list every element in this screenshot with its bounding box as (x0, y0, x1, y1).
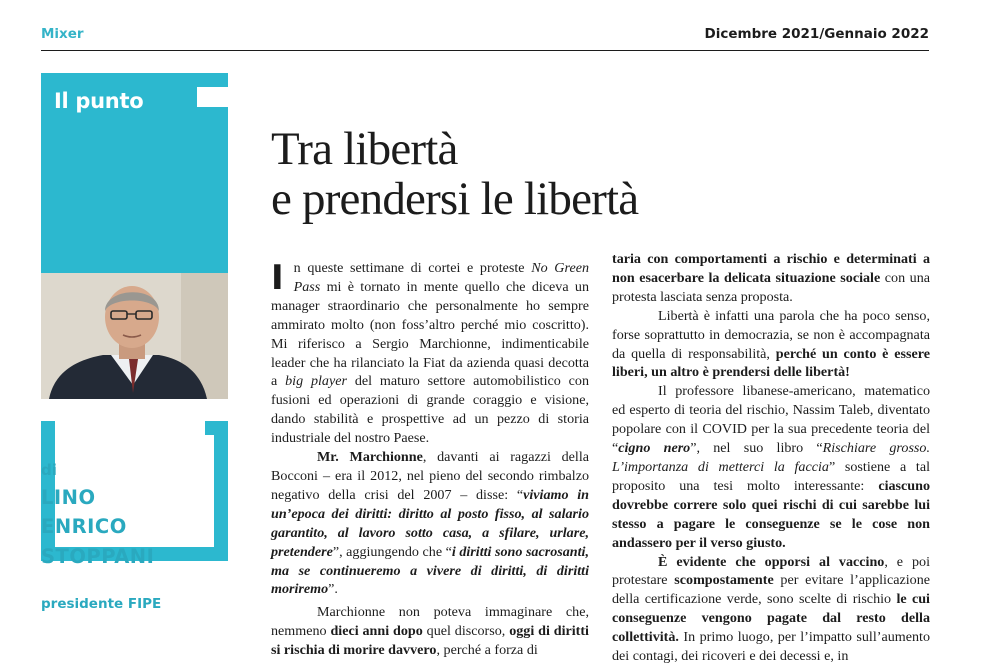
text-run: No Green Pass (293, 260, 590, 295)
author-photo (41, 273, 228, 399)
text-run: ”, aggiungendo che “ (332, 543, 452, 560)
article-column-1 (271, 259, 589, 660)
text-run: ciascuno dovrebbe correre solo quei rischi di cui sarebbe lui stesso a pagare le conseguenze se le cose non andassero per il verso giusto. (612, 477, 930, 551)
title-line-1: Tra libertà (271, 123, 458, 175)
text-run: quel discorso, (422, 623, 510, 640)
text-run: scompostamente (674, 572, 774, 589)
text-run: , e poi protestare (612, 553, 930, 589)
paragraph-6 (612, 382, 930, 552)
article-title (271, 124, 638, 224)
author-first-name: LINO (41, 486, 96, 509)
author-last-name: STOPPANI (41, 545, 155, 568)
text-run: Mr. Marchionne (317, 449, 423, 466)
text-run: È evidente che opporsi al vaccino (658, 553, 885, 570)
author-role: presidente FIPE (41, 596, 162, 612)
text-run: taria con comportamenti a rischio e determinati a non esacerbare la delicata situazione sociale (612, 251, 930, 286)
text-run: con una protesta lasciata senza proposta. (612, 269, 930, 305)
text-run: perché un conto è essere liberi, un altro è prendersi delle libertà! (612, 345, 930, 381)
paragraph-2 (271, 448, 589, 599)
text-run: le cui conseguenze vengono pagate dal resto della collettività. (612, 591, 930, 646)
paragraph-4 (612, 250, 930, 307)
text-run: viviamo in un’epoca dei diritti: diritto al posto fisso, al salario garantito, al lavoro sotto casa, a sfilare, urlare, pretendere (271, 486, 589, 560)
issue-date: Dicembre 2021/Gennaio 2022 (704, 26, 929, 42)
paragraph-1 (271, 259, 589, 448)
text-run: cigno nero (618, 440, 691, 457)
text-run: , perché a forza di (436, 642, 538, 659)
text-run: Il professore libanese-americano, matematico ed esperto di teoria del rischio, Nassim Taleb, diventato popolare con il COVID per la sua precedente teoria del “ (612, 383, 930, 457)
author-portrait-illustration (41, 273, 228, 399)
frame-top-corner (205, 421, 228, 435)
text-run: ”. (328, 581, 338, 598)
header-rule (41, 50, 929, 51)
text-run: oggi di diritti si rischia di morire davvero (271, 623, 589, 659)
article-column-2 (612, 250, 930, 666)
text-run: ” sostiene a tal proposito una tesi molto interessante: (612, 458, 930, 494)
paragraph-5 (612, 307, 930, 383)
text-run: per evitare l’applicazione della certificazione verde, sono scelte di rischio (612, 572, 930, 608)
frame-right-bar (214, 421, 228, 561)
text-run: dieci anni dopo (330, 623, 423, 640)
rubric-notch (197, 87, 232, 107)
author-middle-name: ENRICO (41, 515, 127, 538)
text-run: big player (285, 373, 347, 390)
byline-prefix: di (41, 461, 57, 479)
text-run: , davanti ai ragazzi della Bocconi – era il 2012, nel pieno del secondo rimbalzo negativo della crisi del 2007 – disse: “ (271, 449, 589, 503)
text-run: i diritti sono sacrosanti, ma se continueremo a vivere di diritti, di diritti moriremo (271, 543, 589, 598)
text-run: n queste settimane di cortei e proteste (293, 260, 532, 276)
paragraph-3 (271, 603, 589, 660)
text-run: Rischiare grosso. L’importanza di metterci la faccia (612, 440, 930, 475)
text-run: Marchionne non poteva immaginare che, nemmeno (271, 604, 589, 640)
section-label: Mixer (41, 26, 84, 42)
rubric-title: Il punto (54, 89, 144, 113)
text-run: ”, nel suo libro “ (690, 440, 823, 457)
drop-cap: I (271, 258, 284, 298)
title-line-2: e prendersi le libertà (271, 173, 639, 225)
text-run: In primo luogo, per l’impatto sull’aumento dei contagi, dei ricoveri e dei decessi e, in (612, 629, 930, 665)
text-run: Libertà è infatti una parola che ha poco senso, forse soprattutto in democrazia, se non è accompagnata da quella di responsabilità, (612, 307, 930, 362)
paragraph-7 (612, 553, 930, 666)
text-run: del maturo settore automobilistico con fusioni ed operazioni di grande coraggio e visione, dando stabilità e prospettive ad un pezzo di storia industriale del nostro Paese. (271, 373, 589, 447)
text-run: mi è tornato in mente quello che diceva un manager straordinario che personalmente ho sempre ammirato molto (non foss’altro perché mio coscritto). Mi riferisco a Sergio Marchionne, indimenticabile leader che ha rilanciato la Fiat da azienda quasi decotta a (271, 278, 589, 390)
